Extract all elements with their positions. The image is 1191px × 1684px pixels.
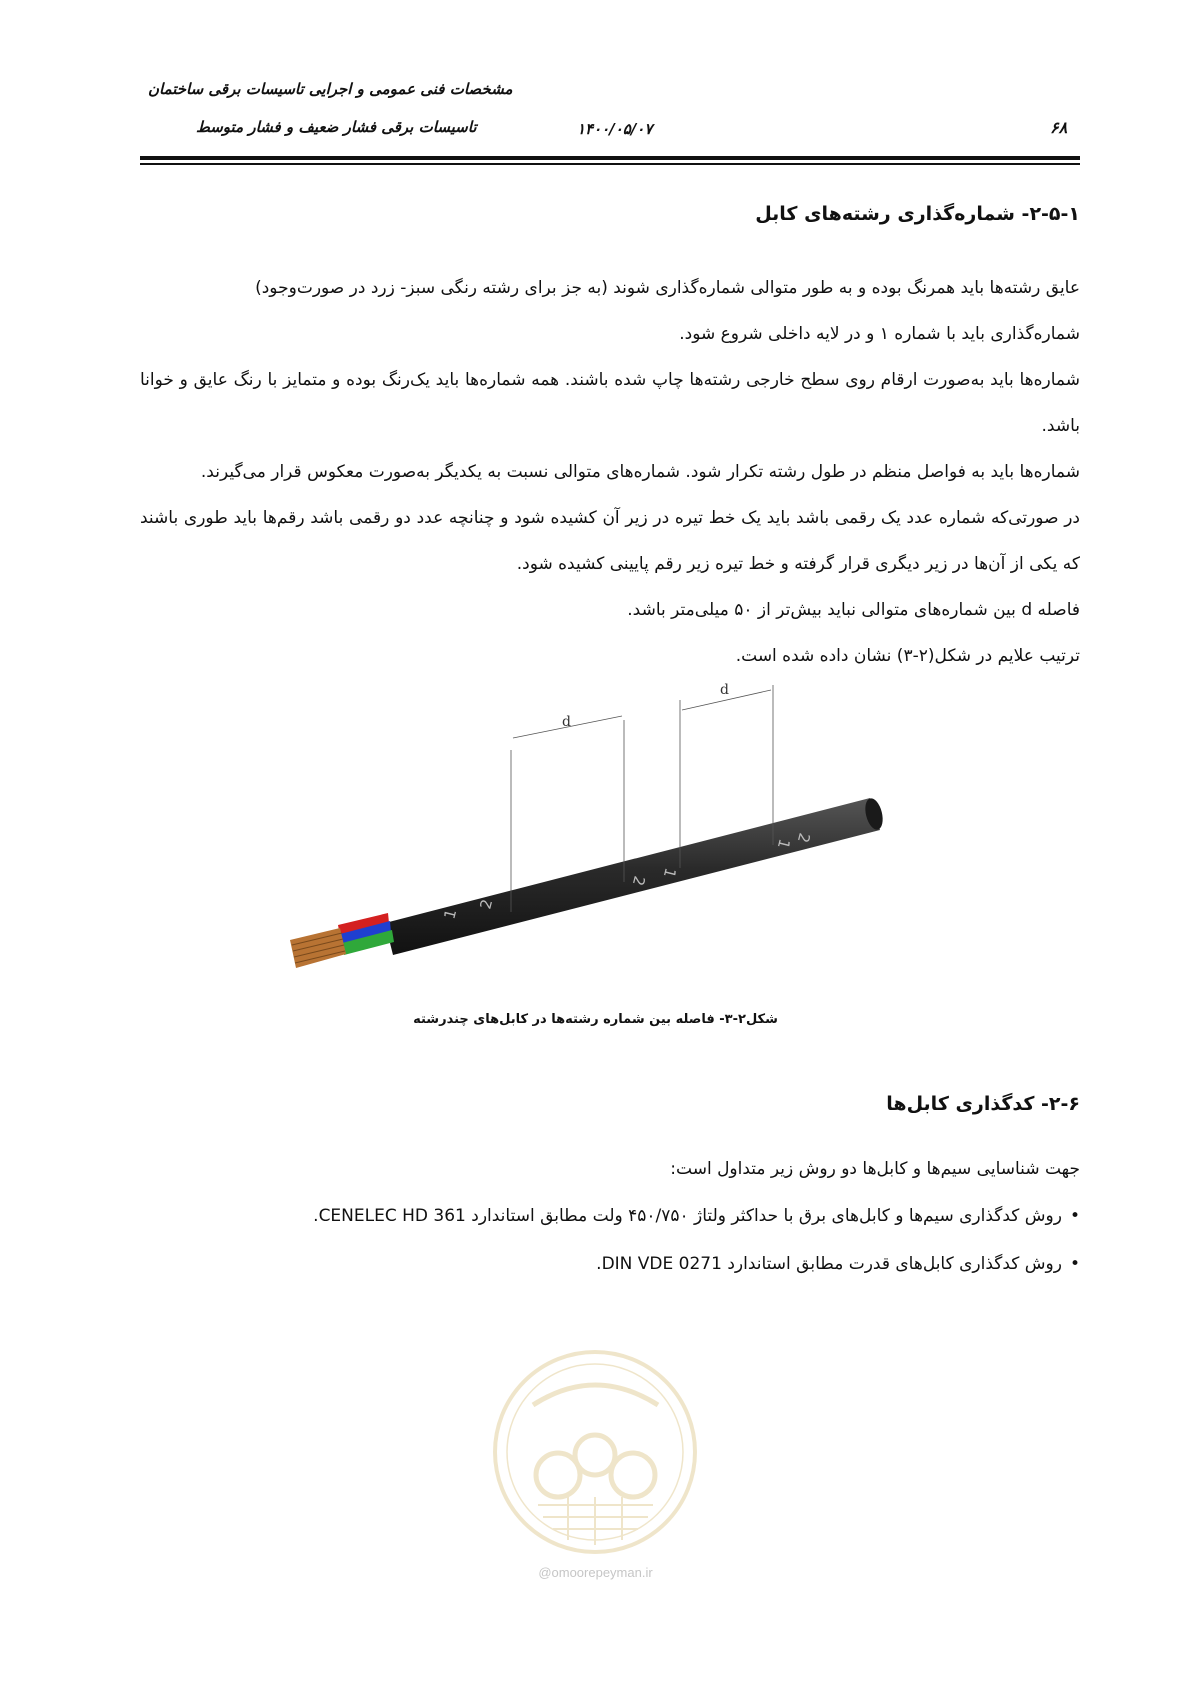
core-mark: 1 bbox=[659, 866, 680, 880]
section1-title: ۲-۵-۱- شماره‌گذاری رشته‌های کابل bbox=[755, 203, 1080, 225]
watermark-seal bbox=[488, 1345, 703, 1560]
bullet-item: • روش کدگذاری سیم‌ها و کابل‌های برق با حداکثر ولتاژ ۴۵۰/۷۵۰ ولت مطابق استاندارد CENELEC HD 361. bbox=[140, 1192, 1080, 1240]
section1 bbox=[140, 203, 1080, 225]
paragraph: فاصله d بین شماره‌های متوالی نباید بیش‌تر از ۵۰ میلی‌متر باشد. bbox=[627, 600, 1080, 620]
header-rule-thin bbox=[140, 163, 1080, 165]
bullet-item: • روش کدگذاری کابل‌های قدرت مطابق استاندارد DIN VDE 0271. bbox=[140, 1240, 1080, 1288]
watermark-url: @omoorepeyman.ir bbox=[538, 1565, 653, 1580]
cable-cores bbox=[338, 913, 394, 955]
header-title-line1: مشخصات فنی عمومی و اجرایی تاسیسات برقی ساختمان bbox=[148, 80, 513, 98]
gear-icon bbox=[611, 1453, 655, 1497]
section1-body bbox=[140, 265, 1080, 679]
core-mark: 1 bbox=[440, 907, 461, 921]
paragraph: شماره‌ها باید به‌صورت ارقام روی سطح خارجی رشته‌ها چاپ شده باشند. همه شماره‌ها باید یک‌رنگ بوده و متمایز با رنگ عایق و خوانا باشد. bbox=[140, 370, 1080, 436]
copper-strands bbox=[290, 928, 346, 968]
bullet-list bbox=[140, 1192, 1080, 1288]
cable-figure bbox=[290, 682, 940, 990]
paragraph: در صورتی‌که شماره عدد یک رقمی باشد باید یک خط تیره در زیر آن کشیده شود و چنانچه عدد دو رقمی باشد رقم‌ها باید طوری باشند که یکی از آن‌ها در زیر دیگری قرار گرفته و خط تیره زیر رقم پایینی کشیده شود. bbox=[140, 508, 1080, 574]
page-number: ۶۸ bbox=[1050, 118, 1068, 137]
dimension-label: d bbox=[720, 682, 729, 698]
section2-title: ۲-۶- کدگذاری کابل‌ها bbox=[886, 1093, 1080, 1115]
paragraph: ترتیب علایم در شکل(۲-۳) نشان داده شده است. bbox=[735, 646, 1080, 666]
core-mark: 1 bbox=[773, 837, 794, 851]
gear-icon bbox=[575, 1435, 615, 1475]
section2-intro: جهت شناسایی سیم‌ها و کابل‌ها دو روش زیر متداول است: bbox=[670, 1159, 1080, 1179]
header-rule-thick bbox=[140, 156, 1080, 160]
header-title-line2: تاسیسات برقی فشار ضعیف و فشار متوسط bbox=[196, 118, 477, 136]
page-header bbox=[0, 0, 1191, 170]
section2 bbox=[140, 1093, 1080, 1115]
paragraph: عایق رشته‌ها باید همرنگ بوده و به طور متوالی شماره‌گذاری شوند (به جز برای رشته رنگی سبز- زرد در صورت‌وجود) bbox=[255, 278, 1080, 298]
header-date: ۱۴۰۰/۰۵/۰۷ bbox=[577, 120, 653, 138]
dimension-label: d bbox=[562, 714, 571, 730]
figure-caption: شکل۲-۳- فاصله بین شماره رشته‌ها در کابل‌های چندرشته bbox=[413, 1012, 778, 1027]
core-mark: 2 bbox=[793, 831, 814, 845]
paragraph: شماره‌ها باید به فواصل منظم در طول رشته تکرار شود. شماره‌های متوالی نسبت به یکدیگر به‌صورت معکوس قرار می‌گیرند. bbox=[200, 462, 1080, 482]
core-mark: 2 bbox=[476, 897, 497, 911]
core-mark: 2 bbox=[628, 874, 649, 888]
paragraph: شماره‌گذاری باید با شماره ۱ و در لایه داخلی شروع شود. bbox=[679, 324, 1080, 344]
section2-body bbox=[140, 1146, 1080, 1288]
